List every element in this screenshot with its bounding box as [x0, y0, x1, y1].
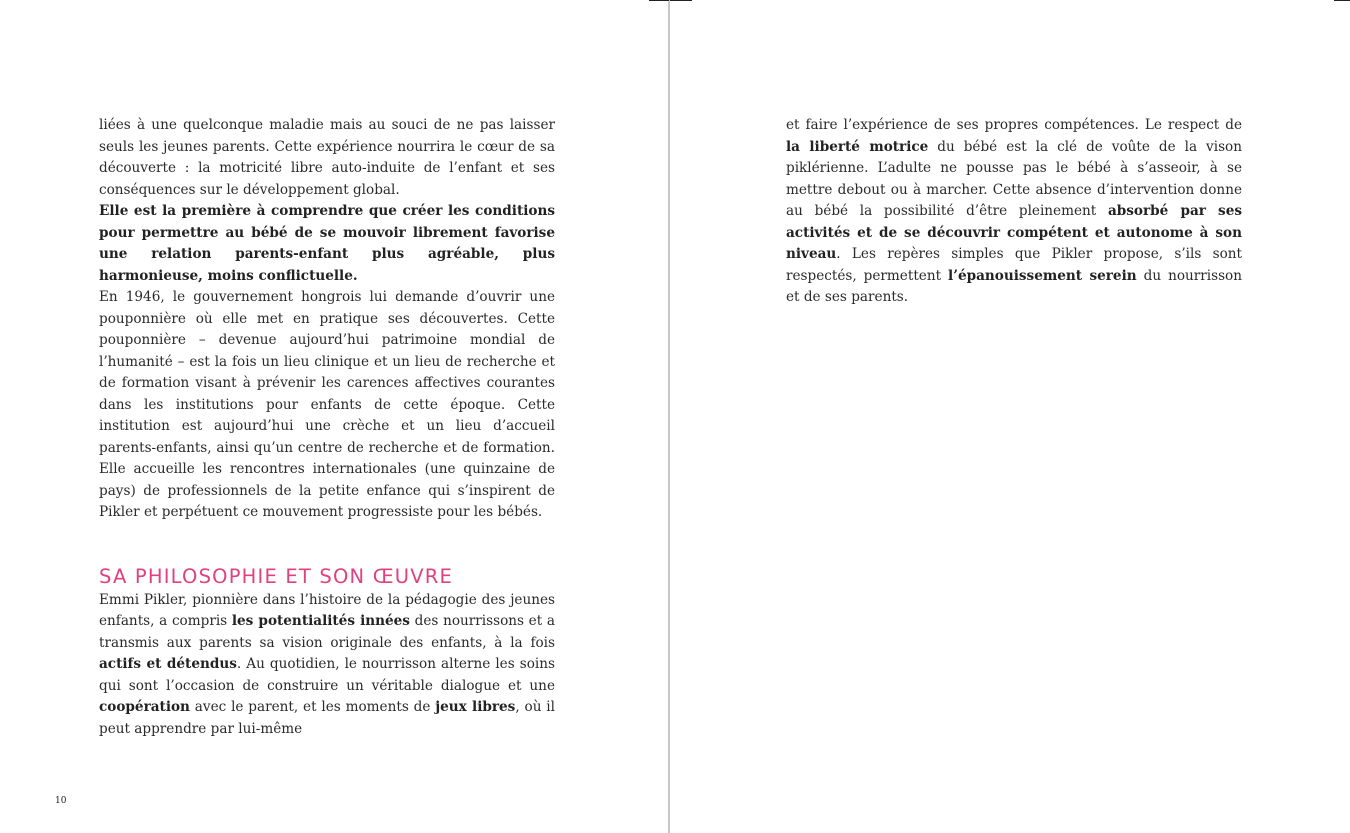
body-text: . Au quotidien, le nourrisson alterne les soins qui sont l’occasion de construire un véritable dialogue et une	[99, 656, 555, 694]
emphasis-text: coopération	[99, 699, 190, 715]
crop-mark	[649, 0, 669, 1]
body-text: , où il peut apprendre par lui-même	[99, 699, 555, 737]
body-text: du nourrisson et de ses parents.	[786, 267, 1242, 305]
body-text: du bébé est la clé de voûte de la vison piklérienne. L’adulte ne pousse pas le bébé à s’asseoir, à se mettre debout ou à marcher. Cette absence d’intervention donne au bébé la possibilité d’être pleinement	[786, 138, 1242, 219]
section-heading: SA PHILOSOPHIE ET SON ŒUVRE	[99, 564, 454, 588]
right-page-column	[786, 115, 1242, 309]
body-paragraph	[99, 287, 555, 524]
left-intro-paragraphs	[99, 115, 555, 524]
body-paragraph	[99, 590, 555, 741]
body-text: et faire l’expérience de ses propres compétences. Le respect de	[786, 117, 1242, 133]
body-paragraph	[786, 115, 1242, 309]
right-body-paragraphs	[786, 115, 1242, 309]
emphasis-text: les potentialités innées	[231, 613, 410, 629]
page-spine	[668, 0, 670, 833]
body-text: avec le parent, et les moments de	[189, 699, 436, 715]
body-paragraph	[99, 115, 555, 201]
emphasis-text: Elle est la première à comprendre que créer les conditions pour permettre au bébé de se mouvoir librement favorise une relation parents-enfant plus agréable, plus harmonieuse, moins conflictuelle.	[99, 203, 555, 284]
body-text: des nourrissons et a transmis aux parents sa vision originale des enfants, à la fois	[99, 613, 555, 651]
left-page-column	[99, 115, 555, 740]
emphasis-text: l’épanouissement serein	[948, 267, 1137, 284]
page-number: 10	[55, 796, 67, 806]
crop-mark	[670, 0, 692, 1]
body-text: En 1946, le gouvernement hongrois lui demande d’ouvrir une pouponnière où elle met en pratique ses découvertes. Cette pouponnière – devenue aujourd’hui patrimoine mondial de l’humanité – est la fois un lieu clinique et un lieu de recherche et de formation visant à prévenir les carences affectives courantes dans les institutions pour enfants de cette époque. Cette institution est aujourd’hui une crèche et un lieu d’accueil parents-enfants, ainsi qu’un centre de recherche et de formation. Elle accueille les rencontres internationales (une quinzaine de pays) de professionnels de la petite enfance qui s’inspirent de Pikler et perpétuent ce mouvement progressiste pour les bébés.	[99, 289, 555, 520]
body-text: liées à une quelconque maladie mais au souci de ne pas laisser seuls les jeunes parents. Cette expérience nourrira le cœur de sa découverte : la motricité libre auto-induite de l’enfant et ses conséquences sur le développement global.	[99, 117, 555, 198]
emphasis-text: absorbé par ses activités et de se découvrir compétent et autonome à son niveau	[786, 203, 1242, 262]
body-paragraph	[99, 201, 555, 287]
emphasis-text: actifs et détendus	[99, 656, 237, 672]
body-text: . Les repères simples que Pikler propose, s’ils sont respectés, permettent	[786, 246, 1242, 284]
body-text: Emmi Pikler, pionnière dans l’histoire de la pédagogie des jeunes enfants, a compris	[99, 591, 555, 629]
crop-mark	[1334, 0, 1350, 1]
section-body	[99, 590, 555, 741]
emphasis-text: jeux libres	[435, 699, 516, 715]
emphasis-text: la liberté motrice	[786, 138, 929, 155]
